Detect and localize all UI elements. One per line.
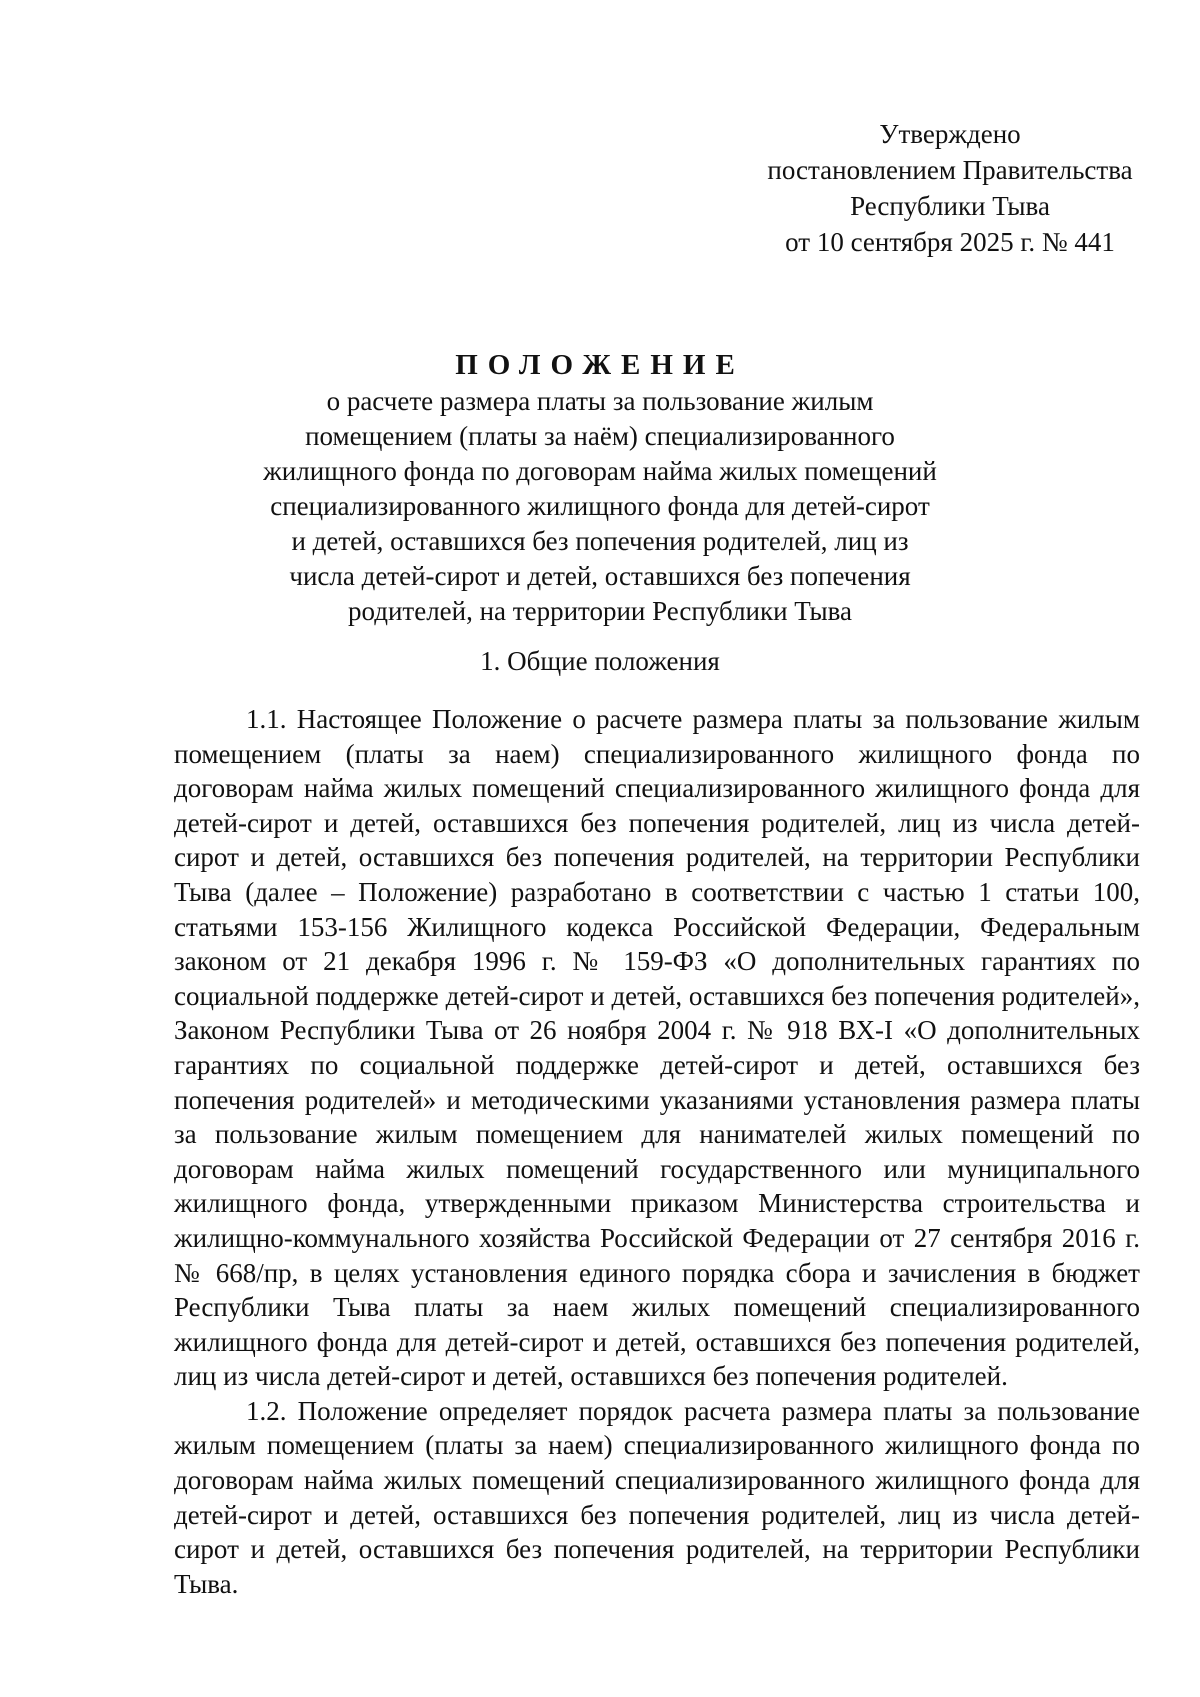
- subtitle-line: и детей, оставшихся без попечения родителей, лиц из: [291, 526, 909, 556]
- approval-stamp-block: [740, 116, 1160, 260]
- subtitle-line: числа детей-сирот и детей, оставшихся без попечения: [289, 561, 911, 591]
- section-body: [174, 702, 1140, 1601]
- approval-line-approved: Утверждено: [879, 119, 1021, 149]
- approval-line-resolution: постановлением Правительства: [767, 155, 1133, 185]
- subtitle-line: родителей, на территории Республики Тыва: [348, 596, 852, 626]
- approval-line-date-number: от 10 сентября 2025 г. № 441: [785, 227, 1115, 257]
- subtitle-line: помещением (платы за наём) специализированного: [305, 421, 895, 451]
- document-subtitle: [230, 384, 970, 629]
- subtitle-line: жилищного фонда по договорам найма жилых помещений: [263, 456, 937, 486]
- subtitle-line: о расчете размера платы за пользование жилым: [326, 386, 874, 416]
- approval-line-republic: Республики Тыва: [850, 191, 1050, 221]
- document-title-block: [230, 346, 970, 629]
- paragraph-1-1: 1.1. Настоящее Положение о расчете размера платы за пользование жилым помещением (платы за наем) специализированного жилищного фонда по договорам найма жилых помещений специализированного жилищного фонда для детей-сирот и детей, оставшихся без попечения родителей, лиц из числа детей-сирот и детей, оставшихся без попечения родителей, на территории Республики Тыва (далее – Положение) разработано в соответствии с частью 1 статьи 100, статьями 153-156 Жилищного кодекса Российской Федерации, Федеральным законом от 21 декабря 1996 г. № 159-ФЗ «О дополнительных гарантиях по социальной поддержке детей-сирот и детей, оставшихся без попечения родителей», Законом Республики Тыва от 26 ноября 2004 г. № 918 ВХ-I «О дополнительных гарантиях по социальной поддержке детей-сирот и детей, оставшихся без попечения родителей» и методическими указаниями установления размера платы за пользование жилым помещением для нанимателей жилых помещений по договорам найма жилых помещений государственного или муниципального жилищного фонда, утвержденными приказом Министерства строительства и жилищно-коммунального хозяйства Российской Федерации от 27 сентября 2016 г. № 668/пр, в целях установления единого порядка сбора и зачисления в бюджет Республики Тыва платы за наем жилых помещений специализированного жилищного фонда для детей-сирот и детей, оставшихся без попечения родителей, лиц из числа детей-сирот и детей, оставшихся без попечения родителей.: [174, 704, 1140, 1392]
- paragraph-1-2: 1.2. Положение определяет порядок расчета размера платы за пользование жилым помещением (платы за наем) специализированного жилищного фонда по договорам найма жилых помещений специализированного жилищного фонда для детей-сирот и детей, оставшихся без попечения родителей, лиц из числа детей-сирот и детей, оставшихся без попечения родителей, на территории Республики Тыва.: [174, 1395, 1140, 1599]
- document-title: ПОЛОЖЕНИЕ: [455, 349, 745, 381]
- subtitle-line: специализированного жилищного фонда для детей-сирот: [270, 491, 930, 521]
- section-heading: 1. Общие положения: [480, 646, 720, 676]
